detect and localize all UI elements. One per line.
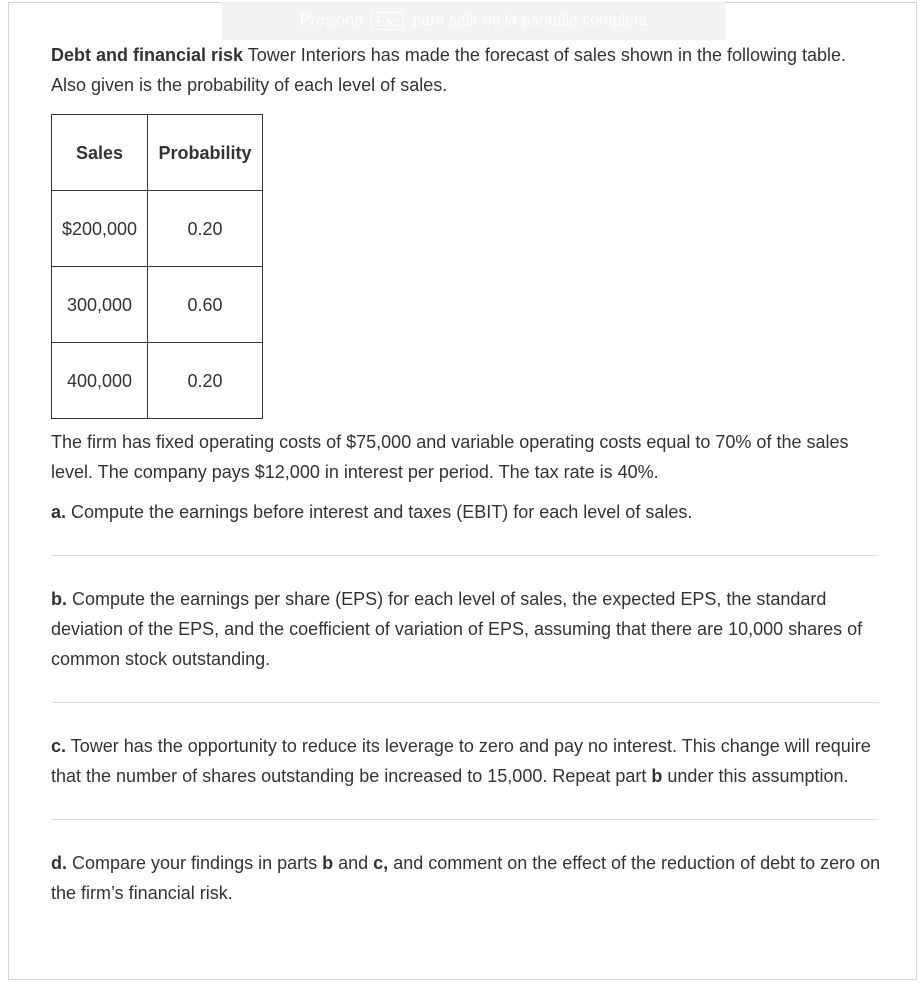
question-b <box>51 584 881 674</box>
header-probability: Probability <box>148 115 263 191</box>
table-row <box>52 267 263 343</box>
question-a-text: Compute the earnings before interest and taxes (EBIT) for each level of sales. <box>66 502 693 522</box>
cell-sales: 400,000 <box>52 343 148 419</box>
divider <box>51 555 879 556</box>
question-c-bold-part: b <box>651 766 663 786</box>
cell-sales: $200,000 <box>52 191 148 267</box>
fullscreen-exit-hint <box>222 2 725 40</box>
cell-probability: 0.20 <box>148 191 263 267</box>
question-d-label: d. <box>51 853 67 873</box>
question-b-label: b. <box>51 589 67 609</box>
divider <box>51 702 879 703</box>
question-d-bold-b: b <box>322 853 334 873</box>
question-d-bold-c: c, <box>373 853 389 873</box>
table-row <box>52 191 263 267</box>
question-b-text: Compute the earnings per share (EPS) for each level of sales, the expected EPS, the standard deviation of the EPS, and the coefficient of variation of EPS, assuming that there are 10,000 shares of common stock outstanding. <box>51 589 863 669</box>
cell-probability: 0.60 <box>148 267 263 343</box>
table-header-row <box>52 115 263 191</box>
question-d <box>51 848 881 908</box>
question-d-text-end: and comment on the effect of the reduction of debt to zero on the firm’s financial risk. <box>51 853 881 903</box>
question-a-label: a. <box>51 502 67 522</box>
table-row <box>52 343 263 419</box>
intro-text: Tower Interiors has made the forecast of sales shown in the following table. Also given is the probability of each level of sales. <box>51 45 847 95</box>
question-a <box>51 497 881 527</box>
question-c-text-end: under this assumption. <box>662 766 849 786</box>
problem-content <box>51 40 881 908</box>
intro-paragraph <box>51 40 881 100</box>
hint-prefix: Presiona <box>299 12 363 29</box>
cell-sales: 300,000 <box>52 267 148 343</box>
header-sales: Sales <box>52 115 148 191</box>
question-c-label: c. <box>51 736 67 756</box>
question-d-text-and: and <box>333 853 374 873</box>
divider <box>51 819 879 820</box>
question-c <box>51 731 881 791</box>
problem-title: Debt and financial risk <box>51 45 244 65</box>
question-d-text: Compare your findings in parts <box>67 853 323 873</box>
question-c-text: Tower has the opportunity to reduce its leverage to zero and pay no interest. This change will require that the number of shares outstanding be increased to 15,000. Repeat part <box>51 736 871 786</box>
cost-description: The firm has fixed operating costs of $75,000 and variable operating costs equal to 70% of the sales level. The company pays $12,000 in interest per period. The tax rate is 40%. <box>51 432 849 482</box>
cell-probability: 0.20 <box>148 343 263 419</box>
sales-probability-table <box>51 114 263 419</box>
hint-suffix: para salir de la pantalla completa <box>412 12 648 29</box>
esc-key-badge: Esc <box>371 12 404 30</box>
